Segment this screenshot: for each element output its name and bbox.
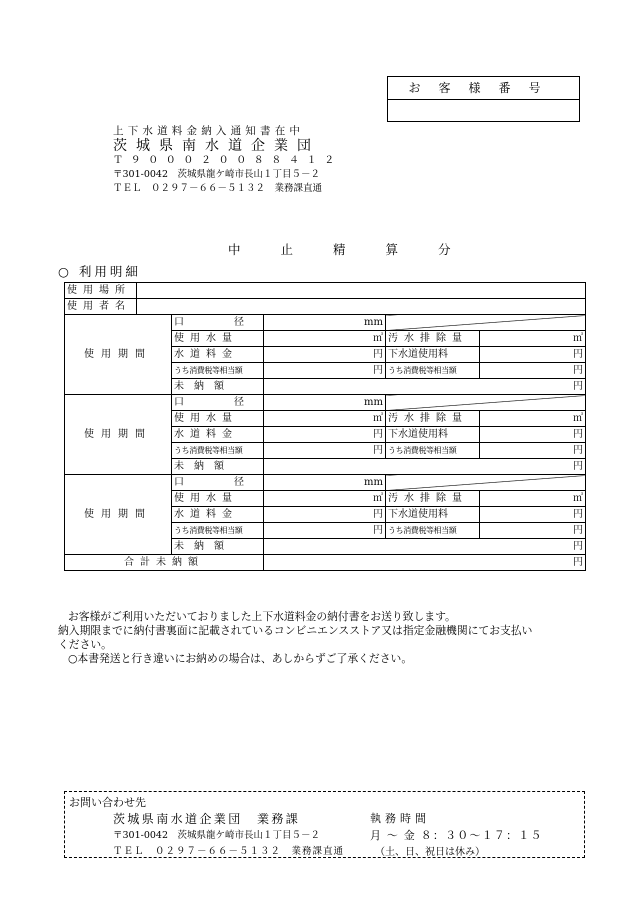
sewer-fee-unit: 円 [480, 507, 586, 523]
table-row [65, 299, 586, 315]
sewer-volume-unit: ㎥ [480, 411, 586, 427]
unpaid-label: 未納額 [172, 539, 264, 555]
water-volume-unit: ㎥ [264, 491, 386, 507]
sewer-fee-unit: 円 [480, 347, 586, 363]
usage-details-table [64, 282, 586, 571]
table-row [65, 395, 586, 411]
diameter-unit: mm [264, 475, 386, 491]
total-unpaid-label: 合計未納額 [65, 555, 264, 571]
customer-number-value [388, 100, 579, 122]
diameter-label: 口 径 [172, 395, 264, 411]
water-volume-label: 使用水量 [172, 331, 264, 347]
user-label: 使用者名 [65, 299, 137, 315]
sewer-fee-label: 下水道使用料 [386, 507, 480, 523]
table-row [65, 475, 586, 491]
table-row [65, 315, 586, 331]
unpaid-label: 未納額 [172, 379, 264, 395]
water-tax-label: うち消費税等相当額 [172, 363, 264, 379]
notice-line: お客様がご利用いただいておりました上下水道料金の納付書をお送り致します。 [68, 610, 456, 623]
user-value [137, 299, 586, 315]
issuer-org: 茨城県南水道企業団 [113, 138, 320, 154]
unpaid-unit: 円 [264, 459, 586, 475]
water-fee-unit: 円 [264, 347, 386, 363]
sewer-volume-unit: ㎥ [480, 491, 586, 507]
table-row [65, 555, 586, 571]
sewer-tax-label: うち消費税等相当額 [386, 443, 480, 459]
water-tax-unit: 円 [264, 523, 386, 539]
location-value [137, 283, 586, 299]
water-volume-label: 使用水量 [172, 411, 264, 427]
sewer-tax-label: うち消費税等相当額 [386, 523, 480, 539]
sewer-volume-label: 汚水排除量 [386, 411, 480, 427]
location-label: 使用場所 [65, 283, 137, 299]
total-unpaid-unit: 円 [264, 555, 586, 571]
notice-line: 納入期限までに納付書裏面に記載されているコンビニエンスストア又は指定金融機関にてお支払い [58, 624, 533, 637]
sewer-volume-label: 汚水排除量 [386, 491, 480, 507]
sewer-tax-unit: 円 [480, 523, 586, 539]
diagonal-cell [386, 475, 586, 491]
water-fee-label: 水道料金 [172, 427, 264, 443]
sewer-tax-label: うち消費税等相当額 [386, 363, 480, 379]
water-tax-unit: 円 [264, 443, 386, 459]
sewer-fee-unit: 円 [480, 427, 586, 443]
notice-message [58, 610, 618, 666]
water-tax-label: うち消費税等相当額 [172, 443, 264, 459]
enclosure-note: 上下水道料金納入通知書在中 [113, 125, 305, 137]
office-hours-label: 執務時間 [370, 812, 430, 825]
period-label: 使用期間 [65, 315, 172, 395]
sewer-volume-unit: ㎥ [480, 331, 586, 347]
sewer-fee-label: 下水道使用料 [386, 427, 480, 443]
issuer-code: Ｔ９０００２００８８４１２ [113, 155, 342, 166]
unpaid-unit: 円 [264, 539, 586, 555]
contact-address: 〒301-0042 茨城県龍ケ崎市長山１丁目５－２ [113, 830, 321, 841]
table-row [65, 283, 586, 299]
customer-number-box [387, 76, 580, 122]
water-volume-label: 使用水量 [172, 491, 264, 507]
issuer-block [113, 124, 342, 196]
section-heading: ○ 利用明細 [58, 264, 141, 279]
contact-org: 茨城県南水道企業団 業務課 [113, 812, 301, 826]
diameter-label: 口 径 [172, 475, 264, 491]
notice-line: ください。 [58, 638, 112, 651]
diagonal-cell [386, 315, 586, 331]
water-tax-label: うち消費税等相当額 [172, 523, 264, 539]
period-label: 使用期間 [65, 475, 172, 555]
water-fee-label: 水道料金 [172, 347, 264, 363]
sewer-tax-unit: 円 [480, 443, 586, 459]
notice-line: ○本書発送と行き違いにお納めの場合は、あしからずご了承ください。 [68, 652, 413, 665]
period-label: 使用期間 [65, 395, 172, 475]
water-volume-unit: ㎥ [264, 331, 386, 347]
diameter-unit: mm [264, 395, 386, 411]
issuer-tel: ＴＥＬ ０２９７－６６－５１３２ 業務課直通 [113, 183, 323, 194]
sewer-volume-label: 汚水排除量 [386, 331, 480, 347]
unpaid-label: 未納額 [172, 459, 264, 475]
office-hours: 月 ～ 金 ８：３０～１７：１５ [370, 829, 543, 842]
customer-number-label: お客様番号 [388, 77, 579, 100]
contact-title: お問い合わせ先 [69, 796, 146, 809]
contact-box [64, 791, 585, 858]
document-title: 中止精算分 [228, 242, 491, 257]
sewer-fee-label: 下水道使用料 [386, 347, 480, 363]
contact-tel: ＴＥＬ ０２９７－６６－５１３２ 業務課直通 [113, 846, 345, 857]
diameter-unit: mm [264, 315, 386, 331]
unpaid-unit: 円 [264, 379, 586, 395]
holiday-note: （土、日、祝日は休み） [375, 847, 485, 858]
water-fee-label: 水道料金 [172, 507, 264, 523]
issuer-address: 〒301-0042 茨城県龍ケ崎市長山１丁目５－２ [113, 169, 321, 180]
water-fee-unit: 円 [264, 507, 386, 523]
water-tax-unit: 円 [264, 363, 386, 379]
water-volume-unit: ㎥ [264, 411, 386, 427]
water-fee-unit: 円 [264, 427, 386, 443]
sewer-tax-unit: 円 [480, 363, 586, 379]
diameter-label: 口 径 [172, 315, 264, 331]
diagonal-cell [386, 395, 586, 411]
